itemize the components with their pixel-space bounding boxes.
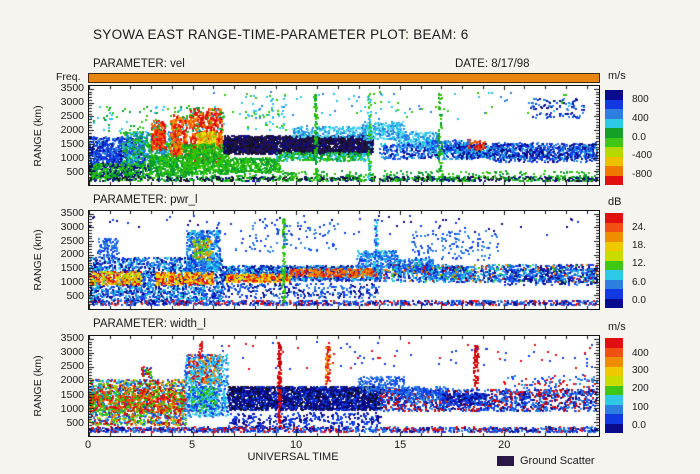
y-tick-label: 1500	[60, 137, 84, 150]
y-tick-label: 2000	[60, 248, 84, 261]
y-tick-label: 3000	[60, 95, 84, 108]
colorbar-tick-label: 24.	[632, 222, 646, 234]
y-tick-label: 1500	[60, 388, 84, 401]
y-tick-label: 2000	[60, 123, 84, 136]
y-tick-label: 1000	[60, 402, 84, 415]
colorbar-tick-label: 300	[632, 365, 649, 377]
freq-axis-label: Freq.	[56, 71, 81, 83]
y-tick-label: 1000	[60, 276, 84, 289]
y-tick-label: 1000	[60, 151, 84, 164]
y-tick-label: 500	[66, 165, 84, 178]
colorbar-segment	[605, 386, 623, 396]
colorbar-segment	[605, 357, 623, 367]
colorbar-tick-label: 12.	[632, 258, 646, 270]
x-tick-label: 0	[84, 439, 92, 451]
panel1-parameter-label: PARAMETER: vel	[93, 58, 185, 70]
colorbar-segment	[605, 100, 623, 110]
colorbar-segment	[605, 395, 623, 405]
colorbar	[605, 213, 623, 308]
colorbar-segment	[605, 338, 623, 348]
colorbar-tick-label: 800	[632, 94, 649, 106]
colorbar-segment	[605, 176, 623, 186]
colorbar-segment	[605, 270, 623, 280]
width-plot-canvas	[89, 336, 599, 436]
colorbar-segment	[605, 119, 623, 129]
colorbar-tick-label: 18.	[632, 240, 646, 252]
colorbar-segment	[605, 280, 623, 290]
colorbar-segment	[605, 128, 623, 138]
colorbar-segment	[605, 367, 623, 377]
y-tick-label: 3500	[60, 206, 84, 219]
colorbar-segment	[605, 109, 623, 119]
y-tick-label: 1500	[60, 262, 84, 275]
colorbar-tick-label: 200	[632, 383, 649, 395]
colorbar-segment	[605, 232, 623, 242]
y-axis-title: RANGE (km)	[32, 229, 44, 291]
colorbar-tick-label: -800	[632, 168, 653, 180]
colorbar-unit-label: m/s	[608, 321, 626, 333]
pwr-plot-canvas	[89, 211, 599, 309]
y-tick-label: 3500	[60, 331, 84, 344]
colorbar-tick-label: 0.0	[632, 420, 646, 432]
x-tick-label: 20	[498, 439, 511, 451]
colorbar-segment	[605, 405, 623, 415]
x-axis-title: UNIVERSAL TIME	[247, 451, 339, 463]
colorbar-tick-label: 400	[632, 112, 649, 124]
y-tick-label: 2500	[60, 234, 84, 247]
colorbar-tick-label: -400	[632, 150, 653, 162]
colorbar-segment	[605, 223, 623, 233]
colorbar-segment	[605, 157, 623, 167]
colorbar-segment	[605, 213, 623, 223]
colorbar-segment	[605, 90, 623, 100]
colorbar-segment	[605, 147, 623, 157]
width-plot	[88, 335, 600, 437]
y-tick-label: 2500	[60, 360, 84, 373]
y-tick-label: 2500	[60, 109, 84, 122]
frequency-bar	[88, 73, 600, 83]
x-tick-label: 15	[394, 439, 407, 451]
colorbar-tick-label: 400	[632, 348, 649, 360]
panel3-parameter-label: PARAMETER: width_l	[93, 318, 206, 330]
y-tick-label: 3000	[60, 346, 84, 358]
colorbar-segment	[605, 424, 623, 434]
colorbar-segment	[605, 138, 623, 148]
colorbar-segment	[605, 414, 623, 424]
colorbar-tick-label: 6.0	[632, 276, 646, 288]
colorbar-tick-label: 100	[632, 401, 649, 413]
y-tick-label: 500	[66, 290, 84, 303]
colorbar-segment	[605, 289, 623, 299]
colorbar-tick-label: 0.0	[632, 295, 646, 307]
pwr-plot	[88, 210, 600, 310]
panel2-parameter-label: PARAMETER: pwr_l	[93, 194, 198, 206]
ground-scatter-label: Ground Scatter	[520, 455, 595, 467]
ground-scatter-swatch	[497, 456, 514, 466]
x-tick-label: 10	[290, 439, 303, 451]
colorbar-segment	[605, 348, 623, 358]
y-tick-label: 3000	[60, 220, 84, 233]
y-tick-label: 3500	[60, 81, 84, 94]
colorbar-segment	[605, 376, 623, 386]
colorbar-segment	[605, 299, 623, 309]
date-label: DATE: 8/17/98	[455, 58, 530, 70]
x-tick-label: 5	[189, 439, 196, 451]
page-title: SYOWA EAST RANGE-TIME-PARAMETER PLOT: BEAM: 6	[93, 27, 469, 42]
colorbar-unit-label: dB	[608, 196, 622, 208]
colorbar-segment	[605, 166, 623, 176]
colorbar	[605, 338, 623, 433]
colorbar-segment	[605, 251, 623, 261]
y-tick-label: 500	[66, 416, 84, 429]
colorbar	[605, 90, 623, 185]
y-axis-title: RANGE (km)	[32, 355, 44, 417]
vel-plot-canvas	[89, 86, 599, 185]
vel-plot	[88, 85, 600, 186]
colorbar-tick-label: 0.0	[632, 131, 646, 143]
colorbar-segment	[605, 242, 623, 252]
colorbar-unit-label: m/s	[608, 70, 626, 82]
y-tick-label: 2000	[60, 374, 84, 387]
y-axis-title: RANGE (km)	[32, 104, 44, 167]
colorbar-segment	[605, 261, 623, 271]
